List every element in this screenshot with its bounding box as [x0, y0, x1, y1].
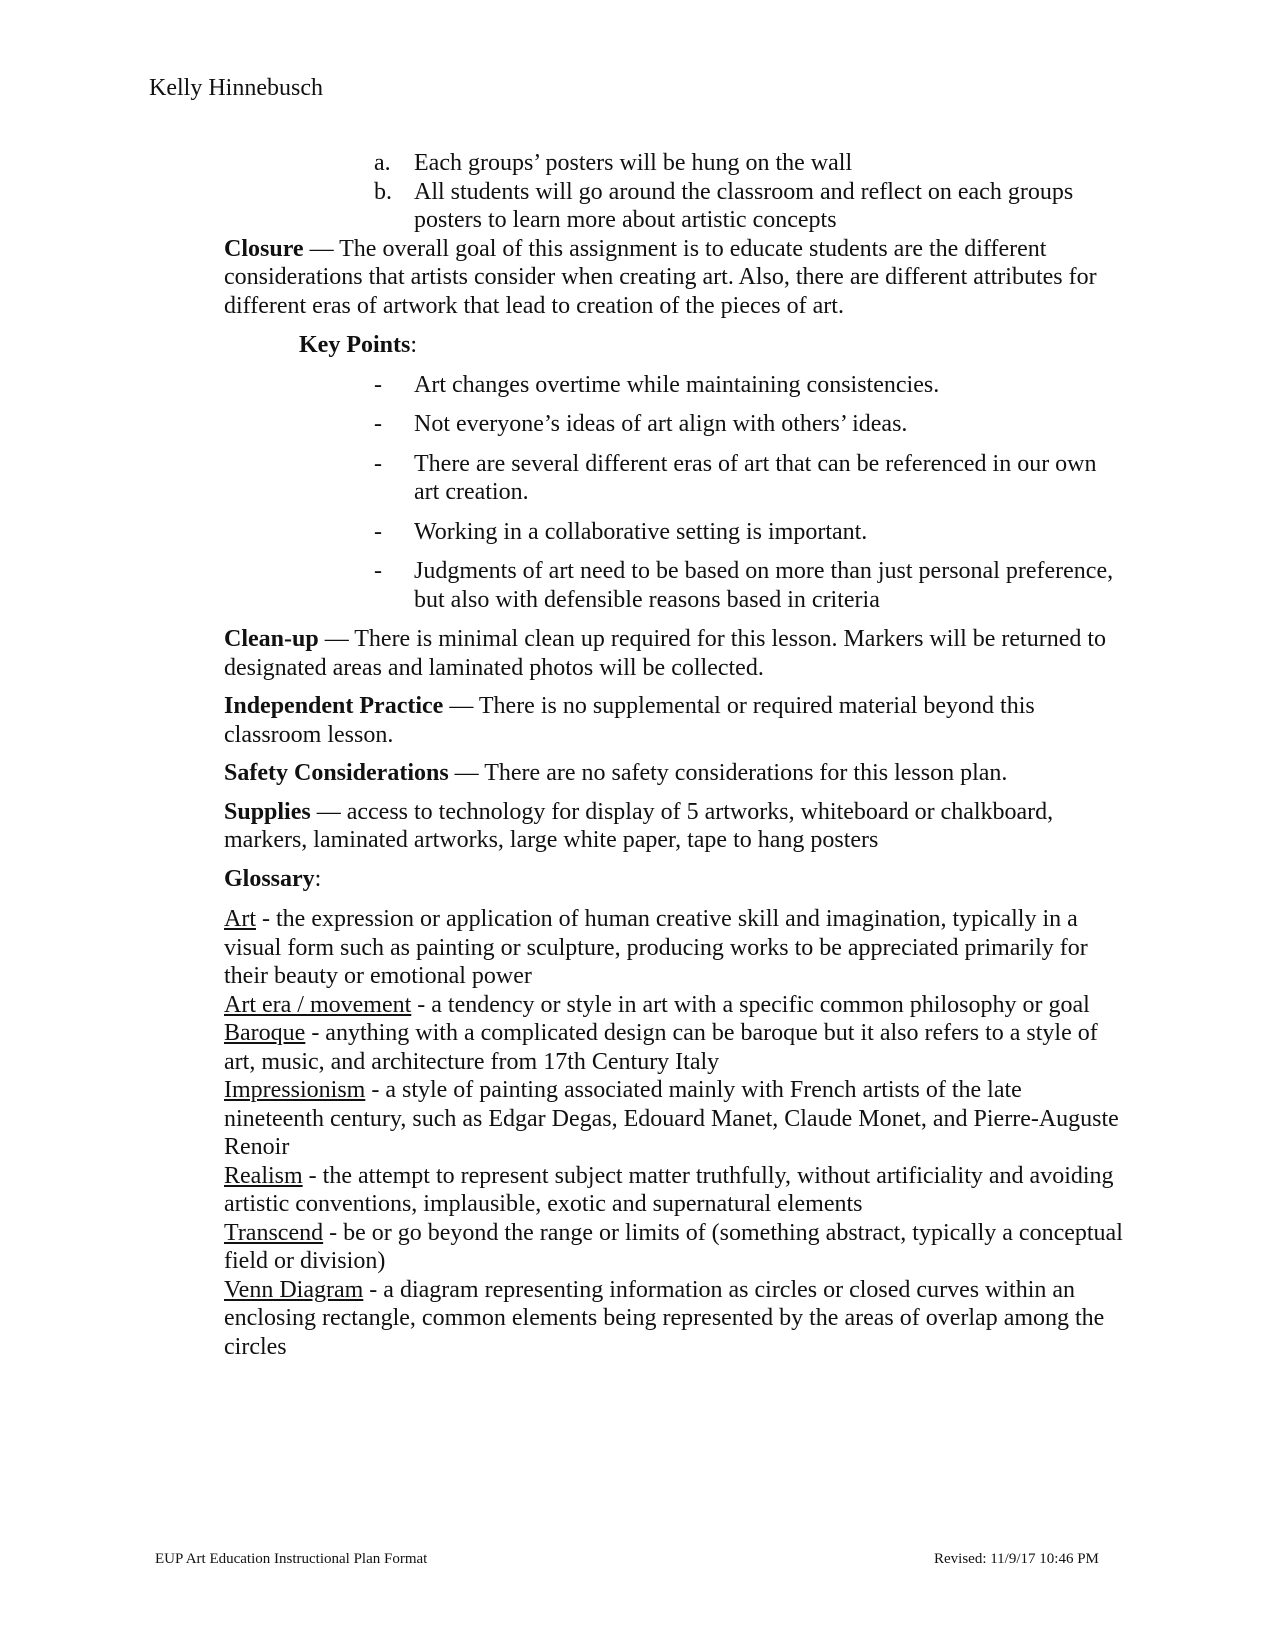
list-item: [370, 450, 1124, 507]
cleanup-label: Clean-up: [224, 626, 319, 652]
list-item-text: There are several different eras of art that can be referenced in our own art creation.: [414, 450, 1097, 505]
glossary-heading: [224, 865, 1124, 894]
supplies-label: Supplies: [224, 798, 311, 825]
list-marker: a.: [374, 150, 391, 176]
key-points-heading: [299, 331, 1124, 360]
footer-revised-date: Revised: 11/9/17 10:46 PM: [934, 1551, 1099, 1567]
list-item-text: Art changes overtime while maintaining consistencies.: [414, 371, 940, 398]
glossary-term: Venn Diagram: [224, 1276, 364, 1303]
list-item-text: Each groups’ posters will be hung on the wall: [414, 150, 853, 176]
bullet-dash: -: [374, 558, 382, 584]
list-item: [370, 178, 1124, 235]
glossary-term: Art: [224, 906, 256, 932]
glossary-entry: [224, 1276, 1124, 1362]
independent-practice-text: — There is no supplemental or required material beyond this classroom lesson.: [224, 693, 1035, 748]
glossary-term: Baroque: [224, 1020, 306, 1046]
list-item-text: Not everyone’s ideas of art align with others’ ideas.: [414, 411, 908, 437]
list-item-text: Working in a collaborative setting is important.: [414, 518, 868, 545]
glossary-definition: - a diagram representing information as circles or closed curves within an enclosing rectangle, common elements being represented by the areas of overlap among the circles: [224, 1276, 1105, 1360]
glossary-definition: - the attempt to represent subject matter truthfully, without artificiality and avoiding artistic conventions, implausible, exotic and supernatural elements: [224, 1162, 1114, 1217]
list-item: [370, 410, 1124, 439]
glossary-definition: - anything with a complicated design can be baroque but it also refers to a style of art, music, and architecture from 17th Century Italy: [224, 1020, 1098, 1075]
list-item: [370, 149, 1124, 178]
glossary-term: Art era / movement: [224, 991, 412, 1018]
cleanup-text: — There is minimal clean up required for this lesson. Markers will be returned to designated areas and laminated photos will be collected.: [224, 626, 1107, 681]
list-item-text: Judgments of art need to be based on more than just personal preference, but also with defensible reasons based in criteria: [414, 558, 1114, 613]
safety-section: [224, 759, 1124, 788]
closure-text: — The overall goal of this assignment is to educate students are the different considerations that artists consider when creating art. Also, there are different attributes for different eras of artwork that lead to creation of the pieces of art.: [224, 235, 1097, 319]
glossary-label: Glossary: [224, 865, 315, 892]
glossary-term: Realism: [224, 1162, 303, 1189]
supplies-text: — access to technology for display of 5 artworks, whiteboard or chalkboard, markers, laminated artworks, large white paper, tape to hang posters: [224, 798, 1054, 853]
glossary-definition: - be or go beyond the range or limits of (something abstract, typically a conceptual field or division): [224, 1219, 1123, 1274]
bullet-dash: -: [374, 450, 382, 477]
glossary-definition: - the expression or application of human creative skill and imagination, typically in a visual form such as painting or sculpture, producing works to be appreciated primarily for their beauty or emotional power: [224, 906, 1088, 989]
independent-practice-label: Independent Practice: [224, 693, 444, 719]
safety-label: Safety Considerations: [224, 760, 449, 786]
bullet-dash: -: [374, 411, 382, 437]
glossary-list: [224, 905, 1124, 1361]
glossary-entry: [224, 1162, 1124, 1219]
glossary-term: Impressionism: [224, 1077, 366, 1103]
glossary-definition: - a tendency or style in art with a specific common philosophy or goal: [411, 991, 1090, 1018]
glossary-definition: - a style of painting associated mainly with French artists of the late nineteenth century, such as Edgar Degas, Edouard Manet, Claude Monet, and Pierre-Auguste Renoir: [224, 1077, 1119, 1160]
glossary-suffix: :: [314, 865, 322, 892]
list-item: [370, 557, 1124, 614]
list-item: [370, 371, 1124, 400]
glossary-term: Transcend: [224, 1219, 324, 1246]
author-name: Kelly Hinnebusch: [149, 75, 323, 101]
bullet-dash: -: [374, 518, 382, 545]
closure-label: Closure: [224, 235, 304, 262]
cleanup-section: [224, 625, 1124, 682]
bullet-dash: -: [374, 371, 382, 398]
glossary-entry: [224, 1019, 1124, 1076]
key-points-list: [370, 371, 1124, 615]
independent-practice-section: [224, 692, 1124, 749]
footer-plan-format: EUP Art Education Instructional Plan Format: [155, 1551, 428, 1567]
list-item: [370, 518, 1124, 547]
closure-section: [224, 235, 1124, 321]
key-points-suffix: :: [410, 332, 417, 358]
list-item-text: All students will go around the classroom and reflect on each groups posters to learn more about artistic concepts: [414, 178, 1074, 233]
glossary-entry: [224, 991, 1124, 1020]
glossary-entry: [224, 1219, 1124, 1276]
supplies-section: [224, 798, 1124, 855]
list-marker: b.: [374, 178, 392, 205]
key-points-label: Key Points: [299, 332, 411, 358]
document-body: [224, 149, 1124, 1361]
safety-text: — There are no safety considerations for this lesson plan.: [448, 760, 1008, 786]
glossary-entry: [224, 1076, 1124, 1162]
glossary-entry: [224, 905, 1124, 991]
lettered-list: [370, 149, 1124, 235]
